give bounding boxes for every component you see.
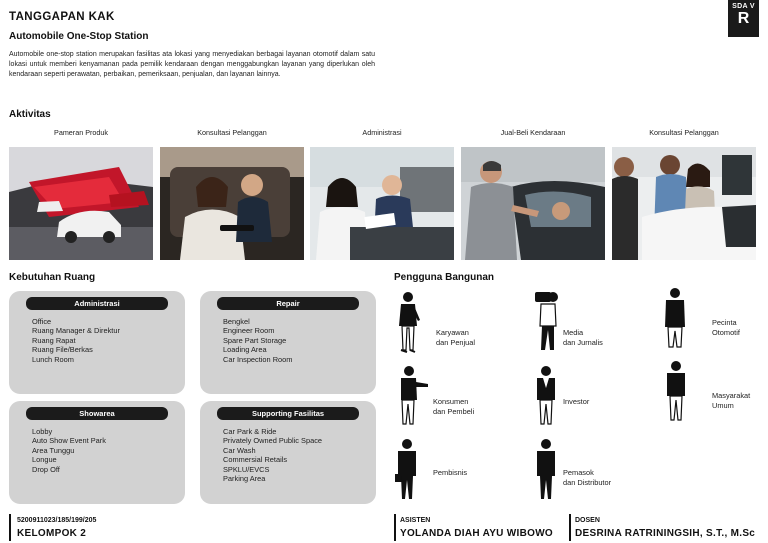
course-badge [728,0,759,37]
photo-customer-consultation [160,147,304,260]
room-item: Engineer Room [223,326,275,336]
room-item: Ruang Rapat [32,335,76,345]
room-item: Car Park & Ride [223,427,277,436]
room-card-supporting [200,401,376,504]
rooms-heading: Kebutuhan Ruang [9,272,96,283]
room-item: Ruang File/Berkas [32,345,93,355]
footer-divider [9,514,11,541]
room-card-title: Repair [217,297,359,310]
activity-label-2: Konsultasi Pelanggan [197,128,267,137]
room-item: Drop Off [32,464,60,474]
description-paragraph: Automobile one-stop station merupakan fasilitas ata lokasi yang menyediakan berbagai layanan otomotif dalam satu lokasi untuk memberi kenyamanan pada pemilik kendaraan dengan menggabungkan layanan yang diperlukan oleh kendaraan seperti perawatan, perbaikan, pemeriksaan, penjualan, dan layanan lainnya. [9,51,375,78]
investor-figure-icon [533,364,559,428]
user-label-employee: Karyawan dan Penjual [436,328,476,347]
room-card-administration [9,291,185,394]
assistant-label: ASISTEN [400,517,431,524]
badge-letter: R [737,10,750,27]
room-card-title: Supporting Fasilitas [217,407,359,420]
room-item: Lobby [32,427,53,436]
room-item: Area Tunggu [32,445,75,455]
activity-label-3: Administrasi [362,128,402,137]
room-card-title: Administrasi [26,297,168,310]
student-id: 5200911023/185/199/205 [17,517,97,524]
room-item: Office [32,317,52,326]
room-item: SPKLU/EVCS [223,464,270,474]
employee-figure-icon [394,290,424,354]
room-item: Commersial Retails [223,455,288,465]
users-heading: Pengguna Bangunan [394,272,494,283]
customer-figure-icon [396,364,434,428]
user-label-enthusiast: Pecinta Otomotif [712,318,740,337]
photo-customer-consultation-2 [612,147,756,260]
room-list [223,427,322,483]
room-list [32,317,120,364]
activity-label-5: Konsultasi Pelanggan [649,128,719,137]
user-label-supplier: Pemasok dan Distributor [563,468,612,487]
activity-label-1: Pameran Produk [54,128,108,137]
footer-divider [394,514,396,541]
badge-course-code: SDA V [732,3,755,10]
page-title: TANGGAPAN KAK [9,11,115,23]
room-item: Parking Area [223,474,266,484]
businessman-figure-icon [394,438,420,502]
room-list [223,317,292,364]
camera-figure-icon [533,290,563,354]
photo-administration [310,147,454,260]
room-item: Auto Show Event Park [32,436,106,446]
room-item: Ruang Manager & Direktur [32,326,120,336]
photo-product-exhibition [9,147,153,260]
room-list [32,427,106,474]
photo-vehicle-sale [461,147,605,260]
lecturer-label: DOSEN [575,517,600,524]
room-item: Longue [32,455,57,465]
user-label-media: Media dan Jurnalis [563,328,603,347]
activity-label-4: Jual-Beli Kendaraan [500,128,566,137]
room-item: Lunch Room [32,354,74,364]
user-label-businessman: Pembisnis [433,468,468,477]
room-item: Car Inspection Room [223,354,293,364]
supplier-figure-icon [533,438,559,502]
public-figure-icon [664,360,688,424]
footer-divider [569,514,571,541]
room-item: Privately Owned Public Space [223,436,323,446]
group-name: KELOMPOK 2 [17,528,87,539]
user-label-customer: Konsumen dan Pembeli [433,397,475,416]
assistant-name: YOLANDA DIAH AYU WIBOWO [400,528,554,539]
activities-heading: Aktivitas [9,109,51,120]
enthusiast-figure-icon [662,287,688,351]
room-item: Spare Part Storage [223,335,287,345]
page-subtitle: Automobile One-Stop Station [9,31,149,42]
room-card-showarea [9,401,185,504]
room-card-repair [200,291,376,394]
user-label-investor: Investor [563,397,590,406]
room-card-title: Showarea [26,407,168,420]
room-item: Car Wash [223,445,256,455]
user-label-public: Masyarakat Umum [712,391,751,410]
lecturer-name: DESRINA RATRININGSIH, S.T., M.Sc [575,528,756,539]
room-item: Loading Area [223,345,267,355]
room-item: Bengkel [223,317,250,326]
